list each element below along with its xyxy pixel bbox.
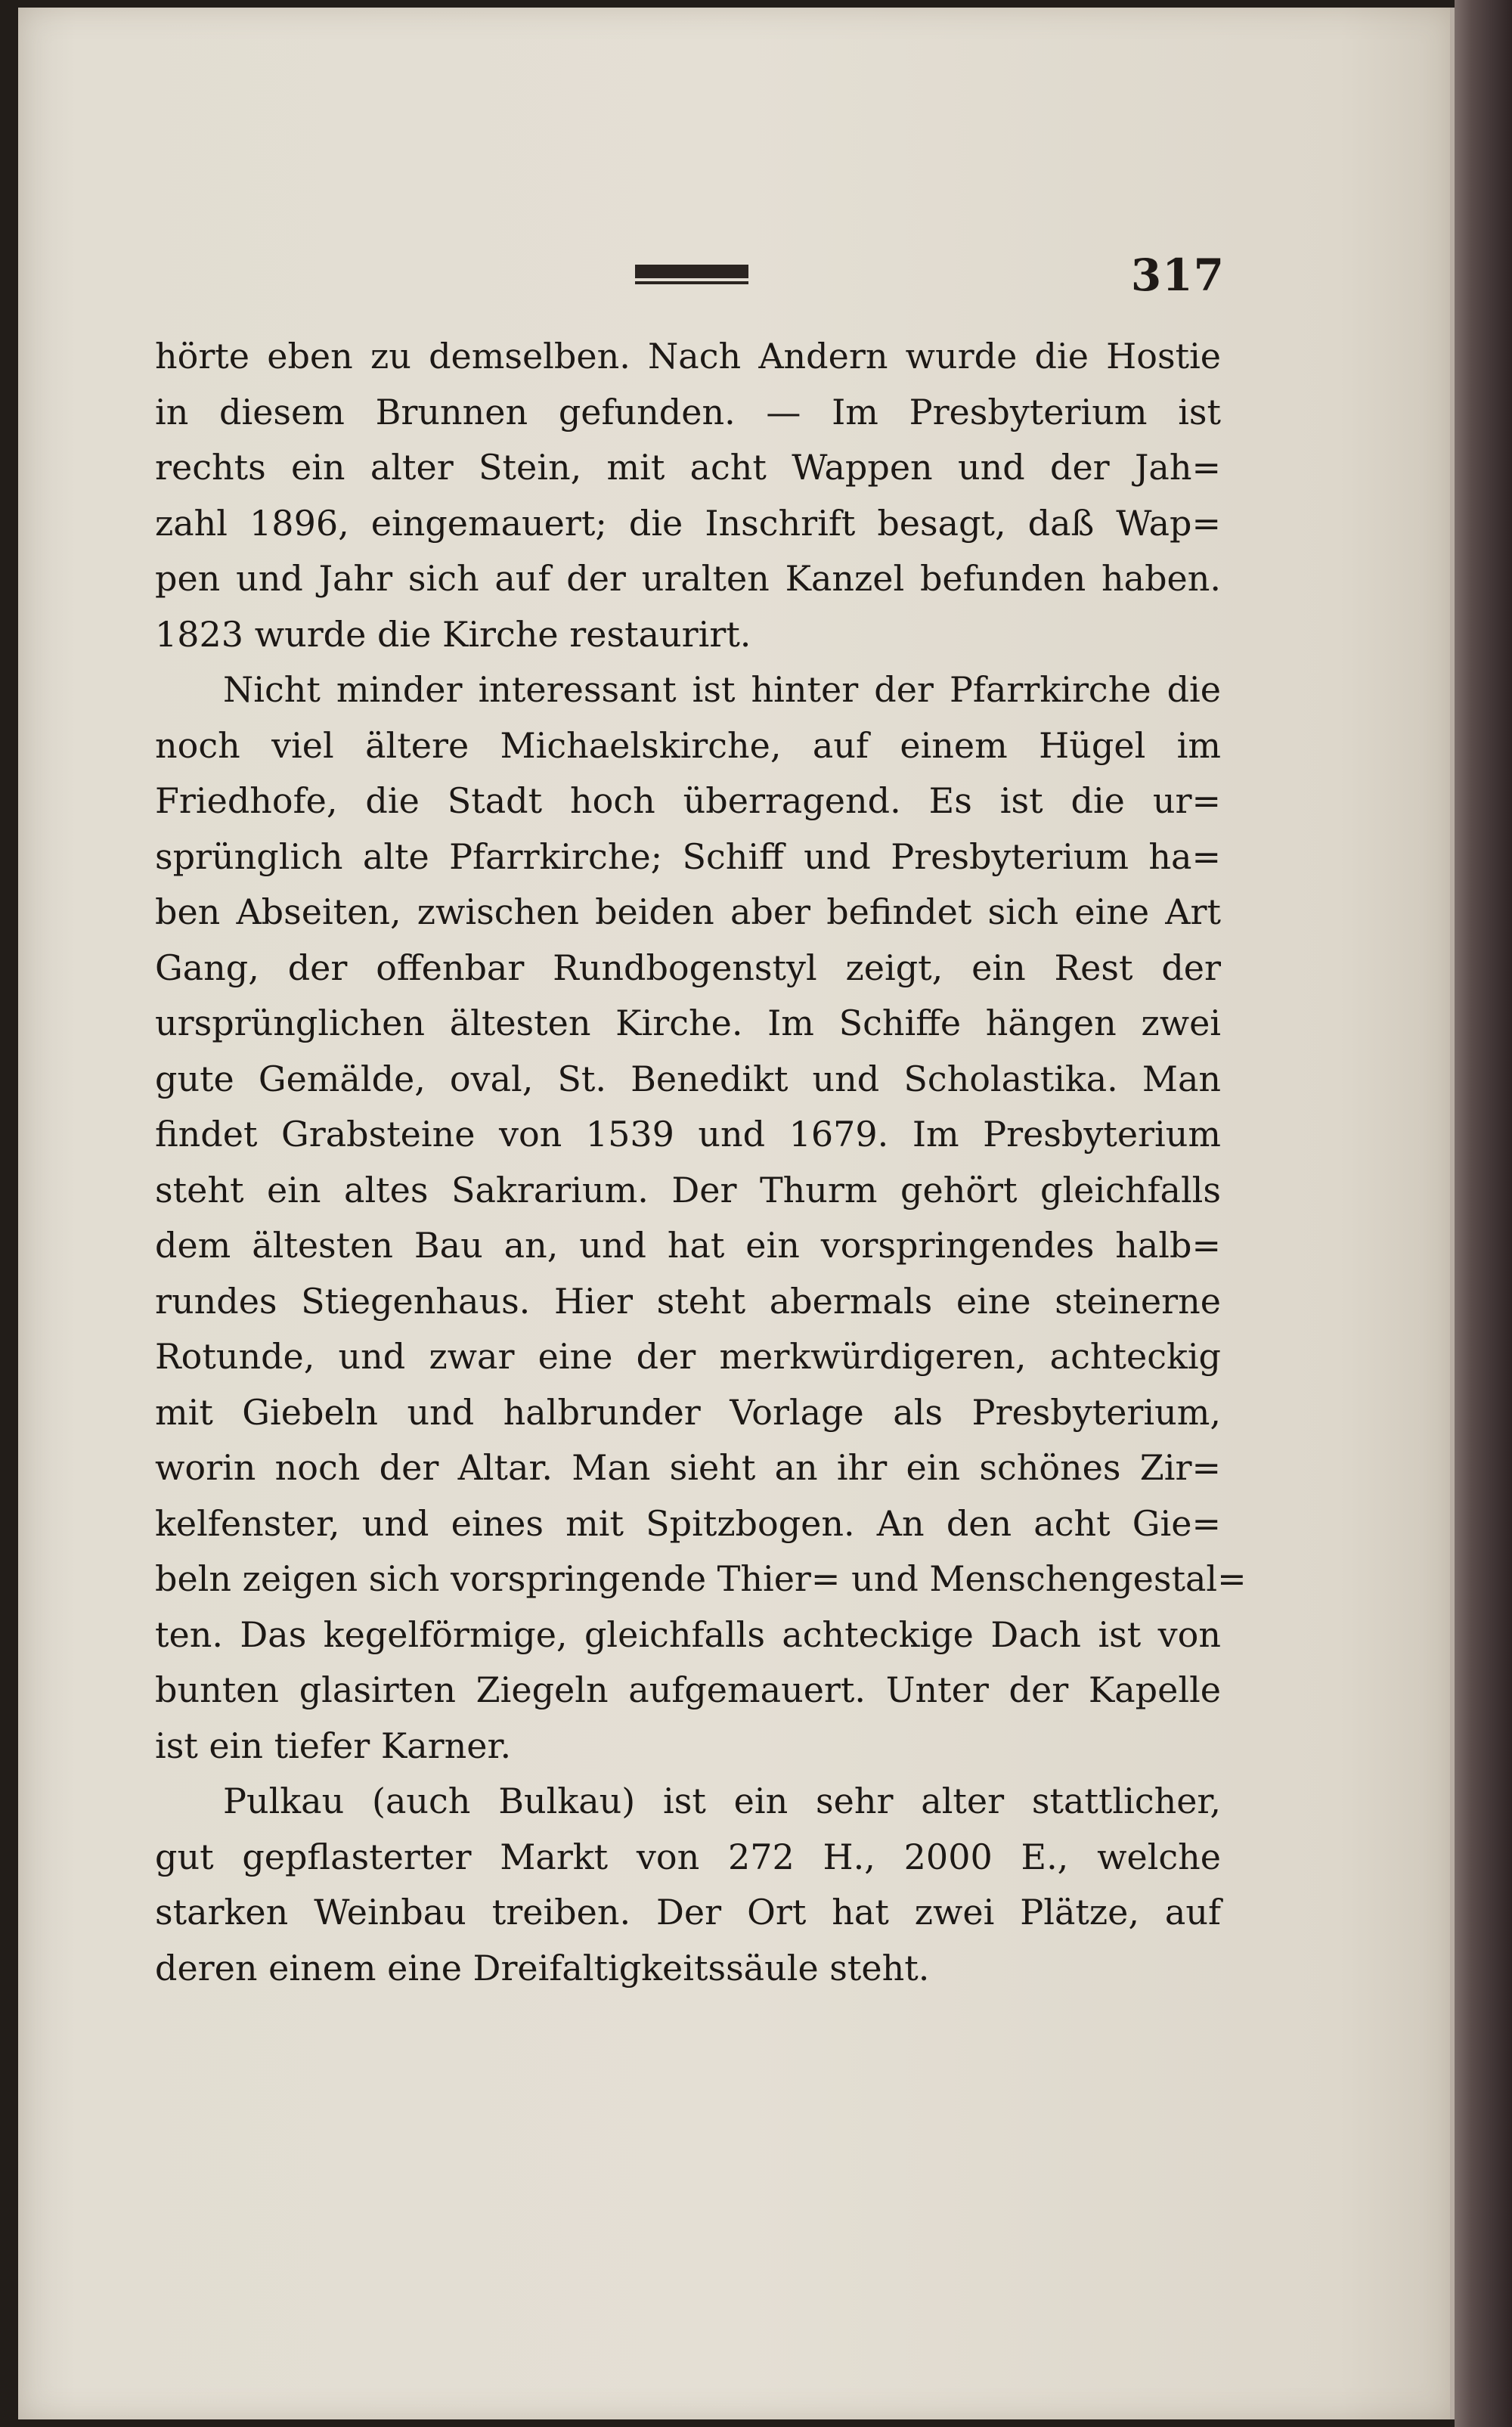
text-line: rechts ein alter Stein, mit acht Wappen und der Jah=: [155, 447, 1221, 488]
text-line: 1823 wurde die Kirche restaurirt.: [155, 613, 751, 655]
header-rule-thin: [635, 281, 748, 284]
text-line: rundes Stiegenhaus. Hier steht abermals eine steinerne: [155, 1280, 1221, 1322]
text-line: bunten glasirten Ziegeln aufgemauert. Unter der Kapelle: [155, 1669, 1221, 1710]
text-line: Nicht minder interessant ist hinter der Pfarrkirche die: [223, 669, 1221, 710]
page-number: 317: [1130, 250, 1225, 301]
header-rule: [635, 265, 748, 278]
text-line: pen und Jahr sich auf der uralten Kanzel befunden haben.: [155, 558, 1221, 599]
text-line: deren einem eine Dreifaltigkeitssäule steht.: [155, 1947, 930, 1988]
text-line: ursprünglichen ältesten Kirche. Im Schiffe hängen zwei: [155, 1003, 1221, 1043]
text-line: ten. Das kegelförmige, gleichfalls achteckige Dach ist von: [155, 1613, 1221, 1655]
text-line: in diesem Brunnen gefunden. — Im Presbyterium ist: [155, 391, 1221, 432]
text-line: steht ein altes Sakrarium. Der Thurm gehört gleichfalls: [155, 1169, 1221, 1210]
text-line: zahl 1896, eingemauert; die Inschrift besagt, daß Wap=: [155, 502, 1221, 544]
text-line: Gang, der offenbar Rundbogenstyl zeigt, ein Rest der: [155, 947, 1221, 988]
text-line: Friedhofe, die Stadt hoch überragend. Es ist die ur=: [155, 780, 1221, 821]
body-text: [155, 329, 1247, 1996]
text-line: kelfenster, und eines mit Spitzbogen. An den acht Gie=: [155, 1502, 1221, 1544]
page-header: [151, 250, 1225, 301]
text-line: mit Giebeln und halbrunder Vorlage als Presbyterium,: [155, 1391, 1221, 1433]
text-line: worin noch der Altar. Man sieht an ihr ein schönes Zir=: [155, 1447, 1221, 1488]
text-line: Pulkau (auch Bulkau) ist ein sehr alter stattlicher,: [223, 1781, 1221, 1821]
text-line: dem ältesten Bau an, und hat ein vorspringendes halb=: [155, 1225, 1221, 1266]
text-line: Rotunde, und zwar eine der merkwürdigeren, achteckig: [155, 1336, 1221, 1377]
text-line: sprünglich alte Pfarrkirche; Schiff und Presbyterium ha=: [155, 835, 1221, 877]
text-line: beln zeigen sich vorspringende Thier= und Menschengestal=: [155, 1558, 1247, 1599]
text-line: hörte eben zu demselben. Nach Andern wurde die Hostie: [155, 336, 1221, 377]
text-line: starken Weinbau treiben. Der Ort hat zwei Plätze, auf: [155, 1892, 1221, 1933]
book-binding-edge: [1455, 0, 1512, 2427]
text-line: noch viel ältere Michaelskirche, auf einem Hügel im: [155, 724, 1221, 766]
text-line: gut gepflasterter Markt von 272 H., 2000 E., welche: [155, 1836, 1221, 1877]
text-line: ist ein tiefer Karner.: [155, 1725, 512, 1766]
text-line: ben Abseiten, zwischen beiden aber befindet sich eine Art: [155, 891, 1221, 932]
text-line: gute Gemälde, oval, St. Benedikt und Scholastika. Man: [155, 1058, 1221, 1099]
text-line: findet Grabsteine von 1539 und 1679. Im Presbyterium: [155, 1114, 1221, 1155]
